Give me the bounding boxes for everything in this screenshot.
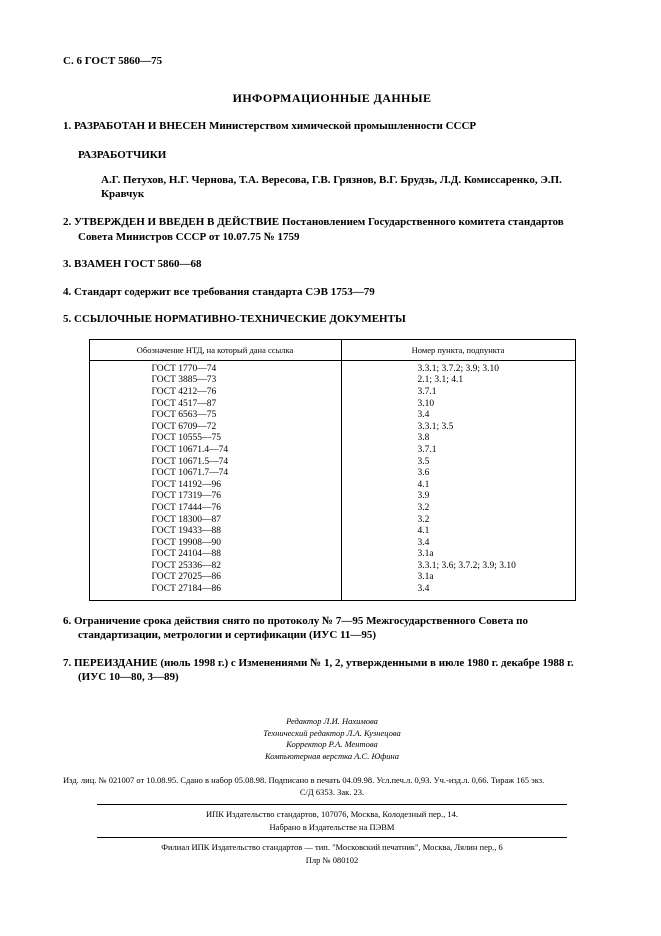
table-row <box>89 410 575 422</box>
editor-line: Редактор Л.И. Нахимова <box>286 716 378 726</box>
table-row <box>89 457 575 469</box>
clause-number: 3.7.1 <box>417 444 437 455</box>
ntd-designation: ГОСТ 10555—75 <box>89 433 341 445</box>
clause-number: 3.1а <box>417 572 434 583</box>
table-row <box>89 549 575 561</box>
clause-number: 3.6 <box>417 468 430 479</box>
clause-number: 3.4 <box>417 410 430 421</box>
ntd-designation: ГОСТ 10671.7—74 <box>89 468 341 480</box>
clause-number: 3.10 <box>417 398 435 409</box>
imprint-line-1: Изд. лиц. № 021007 от 10.08.95. Сдано в набор 05.08.98. Подписано в печать 04.09.98. Усл.печ.л. 0,93. Уч.-изд.л. 0,66. Тираж 165 экз. <box>63 775 545 785</box>
clause-number: 3.3.1; 3.7.2; 3.9; 3.10 <box>417 363 500 374</box>
ntd-designation: ГОСТ 25336—82 <box>89 561 341 573</box>
table-header-row <box>89 339 575 360</box>
ntd-designation: ГОСТ 24104—88 <box>89 549 341 561</box>
clause-number: 4.1 <box>417 479 430 490</box>
ntd-designation: ГОСТ 17319—76 <box>89 491 341 503</box>
clause-number: 3.2 <box>417 514 430 525</box>
ntd-designation: ГОСТ 4517—87 <box>89 399 341 411</box>
ntd-designation: ГОСТ 10671.5—74 <box>89 457 341 469</box>
table-row <box>89 468 575 480</box>
table-row <box>89 360 575 375</box>
table-row <box>89 375 575 387</box>
item-approved: 2. УТВЕРЖДЕН И ВВЕДЕН В ДЕЙСТВИЕ Постановлением Государственного комитета стандартов Совета Министров СССР от 10.07.75 № 1759 <box>63 216 564 243</box>
table-row <box>89 538 575 550</box>
ntd-table-body <box>89 360 575 600</box>
colophon-editors <box>63 716 601 762</box>
table-row <box>89 422 575 434</box>
developers-list: А.Г. Петухов, Н.Г. Чернова, Т.А. Вересова, Г.В. Грязнов, В.Г. Брудзь, Л.Д. Комиссаренко, Э.П. Кравчук <box>101 173 562 201</box>
table-row <box>89 515 575 527</box>
reference-docs-table <box>89 339 576 601</box>
publisher-address: ИПК Издательство стандартов, 107076, Москва, Колодезный пер., 14. <box>205 809 459 819</box>
column-header-clause: Номер пункта, подпункта <box>341 339 575 360</box>
ntd-designation: ГОСТ 14192—96 <box>89 480 341 492</box>
table-row <box>89 526 575 538</box>
spacer <box>63 685 601 716</box>
ntd-designation: ГОСТ 1770—74 <box>89 360 341 375</box>
clause-number: 3.9 <box>417 491 430 502</box>
clause-number: 3.5 <box>417 456 430 467</box>
page-title: ИНФОРМАЦИОННЫЕ ДАННЫЕ <box>232 91 432 105</box>
typeset-note: Набрано в Издательстве на ПЭВМ <box>269 821 395 832</box>
clause-number: 3.8 <box>417 433 430 444</box>
table-row <box>89 399 575 411</box>
ntd-designation: ГОСТ 17444—76 <box>89 503 341 515</box>
item-developed: 1. РАЗРАБОТАН И ВНЕСЕН Министерством химической промышленности СССР <box>63 120 477 132</box>
clause-number: 3.4 <box>417 584 430 595</box>
developers-heading: РАЗРАБОТЧИКИ <box>78 148 167 161</box>
clause-number: 2.1; 3.1; 4.1 <box>417 375 464 386</box>
publisher-block <box>63 800 601 866</box>
ntd-designation: ГОСТ 18300—87 <box>89 515 341 527</box>
item-reissue: 7. ПЕРЕИЗДАНИЕ (июль 1998 г.) с Изменениями № 1, 2, утвержденными в июле 1980 г. декабре 1988 г. (ИУС 10—80, 3—89) <box>63 656 574 684</box>
item-replaces: 3. ВЗАМЕН ГОСТ 5860—68 <box>63 258 202 271</box>
table-row <box>89 572 575 584</box>
column-header-ntd: Обозначение НТД, на который дана ссылка <box>89 339 341 360</box>
ntd-designation: ГОСТ 19433—88 <box>89 526 341 538</box>
clause-number: 3.7.1 <box>417 386 437 397</box>
technical-editor-line: Технический редактор Л.А. Кузнецова <box>263 727 401 738</box>
table-row <box>89 480 575 492</box>
corrector-line: Корректор Р.А. Ментова <box>286 739 378 749</box>
clause-number: 3.4 <box>417 537 430 548</box>
imprint-block <box>63 774 601 798</box>
layout-line: Компьютерная верстка А.С. Юфина <box>264 750 399 761</box>
imprint-line-2: С/Д 6353. Зак. 23. <box>299 787 365 797</box>
ntd-designation: ГОСТ 27025—86 <box>89 572 341 584</box>
table-row <box>89 387 575 399</box>
ntd-designation: ГОСТ 10671.4—74 <box>89 445 341 457</box>
ntd-designation: ГОСТ 6563—75 <box>89 410 341 422</box>
reference-docs-table-head <box>89 339 575 360</box>
divider-rule-bottom <box>97 837 567 838</box>
table-row <box>89 584 575 600</box>
table-row <box>89 503 575 515</box>
clause-number: 3.3.1; 3.5 <box>417 421 454 432</box>
ntd-designation: ГОСТ 4212—76 <box>89 387 341 399</box>
clause-number: 3.3.1; 3.6; 3.7.2; 3.9; 3.10 <box>417 560 516 571</box>
item-reference-docs-heading: 5. ССЫЛОЧНЫЕ НОРМАТИВНО-ТЕХНИЧЕСКИЕ ДОКУМЕНТЫ <box>63 313 406 326</box>
table-row <box>89 445 575 457</box>
item-sev-requirements: 4. Стандарт содержит все требования стандарта СЭВ 1753—79 <box>63 285 375 298</box>
ntd-designation: ГОСТ 27184—86 <box>89 584 341 600</box>
ntd-designation: ГОСТ 3885—73 <box>89 375 341 387</box>
divider-rule-top <box>97 804 567 805</box>
clause-number: 4.1 <box>417 526 430 537</box>
clause-number: 3.1а <box>417 549 434 560</box>
ntd-designation: ГОСТ 19908—90 <box>89 538 341 550</box>
table-row <box>89 491 575 503</box>
table-row <box>89 561 575 573</box>
running-header: С. 6 ГОСТ 5860—75 <box>63 55 163 67</box>
license-number: Плр № 080102 <box>305 854 359 865</box>
item-validity-limitation: 6. Ограничение срока действия снято по протоколу № 7—95 Межгосударственного Совета по стандартизации, метрологии и сертификации (ИУС 11—95) <box>63 614 528 642</box>
table-row <box>89 433 575 445</box>
ntd-designation: ГОСТ 6709—72 <box>89 422 341 434</box>
clause-number: 3.2 <box>417 502 430 513</box>
printer-address: Филиал ИПК Издательство стандартов — тип. "Московский печатник", Москва, Лялин пер., 6 <box>161 842 503 852</box>
